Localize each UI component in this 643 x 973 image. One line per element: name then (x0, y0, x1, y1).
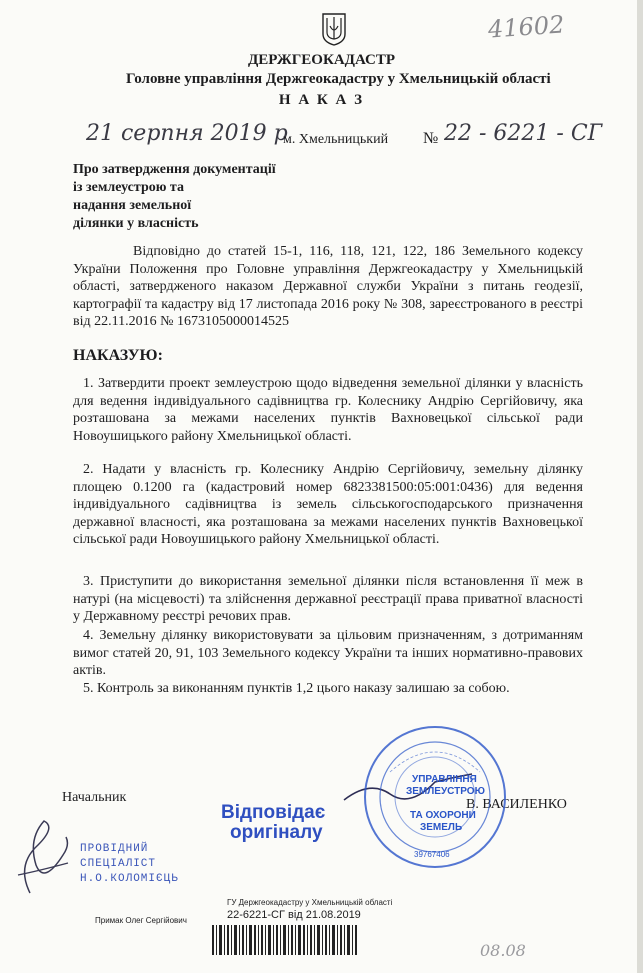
order-heading: НАКАЗУЮ: (73, 347, 163, 364)
subject-line-1: Про затвердження документації (73, 162, 276, 177)
order-point-1: 1. Затвердити проект землеустрою щодо відведення земельної ділянки у власність для ведення індивідуального садівництва гр. Колеснику Андрію Сергійовичу, яка розташована за межами населених пунктів Вахновецької сільської ради Новоушицького району Хмельницької області. (73, 376, 583, 444)
department-title: Головне управління Держгеокадастру у Хмельницькій області (126, 71, 551, 87)
signature-name: В. ВАСИЛЕНКО (466, 797, 567, 812)
trident-emblem-icon (321, 12, 347, 46)
page-edge-shadow (637, 0, 643, 973)
order-point-3: 3. Приступити до використання земельної ділянки після встановлення її меж в натурі (на місцевості) та злійснення державної реєстрації права приватної власності у Державному реєстрі речових прав. (73, 574, 583, 624)
date-handwritten: 21 серпня 2019 р (86, 121, 288, 146)
order-point-2: 2. Надати у власність гр. Колеснику Андрію Сергійовичу, земельну ділянку площею 0.1200 га (кадастровий номер 6823381500:05:001:0436) для ведення індивідуального садівництва із земель сільськогосподарського призначення державної власності, яка розташована за межами населених пунктів Вахновецької сільської ради Новоушицького району Хмельницької області. (73, 462, 583, 547)
footer-reg-number: 22-6221-СГ від 21.08.2019 (227, 909, 361, 921)
corner-doc-number: 41602 (487, 10, 566, 44)
specialist-signature-icon (8, 815, 78, 900)
number-prefix: № (423, 130, 439, 147)
city-label: м. Хмельницький (283, 132, 389, 147)
footer-executor: Примак Олег Сергійович (95, 916, 187, 925)
copy-stamp-line-1: Відповідає (221, 802, 326, 823)
seal-text-2: ЗЕМЛЕУСТРОЮ (406, 786, 485, 797)
order-title: Н А К А З (278, 92, 365, 108)
seal-text-3: ТА ОХОРОНИ (410, 810, 476, 821)
seal-text-1: УПРАВЛІННЯ (412, 774, 477, 785)
footer-org: ГУ Держгеокадастру у Хмельницькій області (227, 898, 393, 907)
agency-title: ДЕРЖГЕОКАДАСТР (247, 52, 396, 68)
signature-title: Начальник (62, 790, 127, 805)
specialist-stamp-line-3: Н.О.КОЛОМІЄЦЬ (80, 873, 179, 885)
preamble-paragraph: Відповідно до статей 15-1, 116, 118, 121, 122, 186 Земельного кодексу України Положення про Головне управління Держгеокадастру у Хмельницькій області, затвердженого наказом Державної служби України з питань геодезії, картографії та кадастру від 17 листопада 2016 року № 308, зареєстрованого в реєстрі від 22.11.2016 № 1673105000014525 (73, 244, 583, 329)
seal-code: 39767406 (414, 850, 450, 859)
subject-line-2: із землеустрою та (73, 180, 184, 195)
seal-text-4: ЗЕМЕЛЬ (420, 822, 463, 833)
order-point-4: 4. Земельну ділянку використовувати за цільовим призначенням, з дотриманням вимог статей 20, 91, 103 Земельного кодексу України та інших нормативно-правових актів. (73, 628, 583, 678)
copy-stamp-line-2: оригіналу (230, 822, 323, 843)
barcode-icon (212, 925, 362, 955)
specialist-stamp-line-2: СПЕЦІАЛІСТ (80, 858, 157, 870)
page-mark: 08.08 (480, 941, 526, 960)
subject-line-3: надання земельної (73, 198, 192, 213)
subject-line-4: ділянки у власність (73, 216, 199, 231)
order-point-5: 5. Контроль за виконанням пунктів 1,2 цього наказу залишаю за собою. (83, 681, 510, 696)
specialist-stamp-line-1: ПРОВІДНИЙ (80, 843, 149, 855)
number-handwritten: 22 - 6221 - СГ (444, 121, 603, 146)
